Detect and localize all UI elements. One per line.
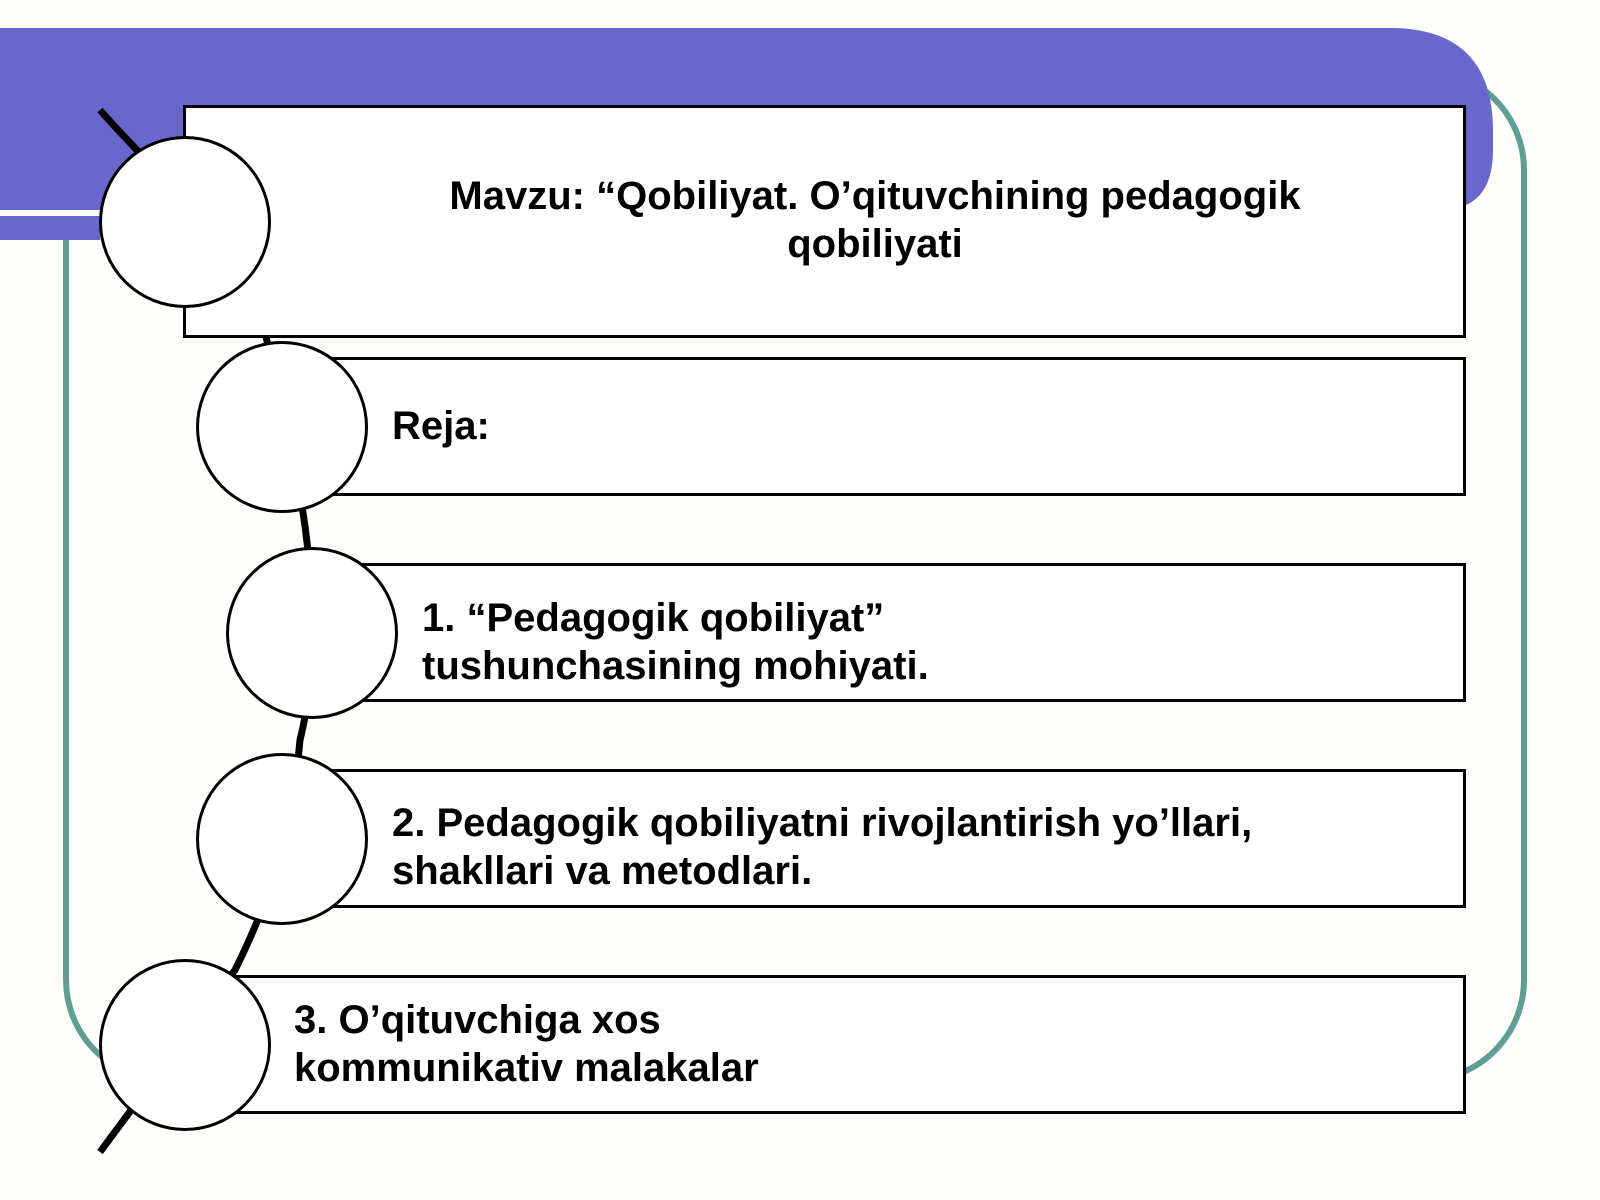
plan-item-3: 3. O’qituvchiga xos kommunikativ malakalar xyxy=(294,998,759,1090)
header-stripe xyxy=(0,210,100,216)
header-lower-band xyxy=(0,216,100,240)
slide-title: Mavzu: “Qobiliyat. O’qituvchining pedagogik qobiliyati xyxy=(449,174,1301,266)
bullet-circle-item-1 xyxy=(226,547,398,719)
plan-item-2: 2. Pedagogik qobiliyatni rivojlantirish yo’llari, shakllari va metodlari. xyxy=(392,801,1253,893)
plan-box xyxy=(320,357,1466,496)
bullet-circle-item-2 xyxy=(196,753,368,925)
plan-label: Reja: xyxy=(392,404,490,448)
bullet-circle-plan xyxy=(196,341,368,513)
bullet-circle-title xyxy=(99,136,271,308)
bullet-circle-item-3 xyxy=(99,959,271,1131)
plan-item-1: 1. “Pedagogik qobiliyat” tushunchasining mohiyati. xyxy=(422,596,929,688)
